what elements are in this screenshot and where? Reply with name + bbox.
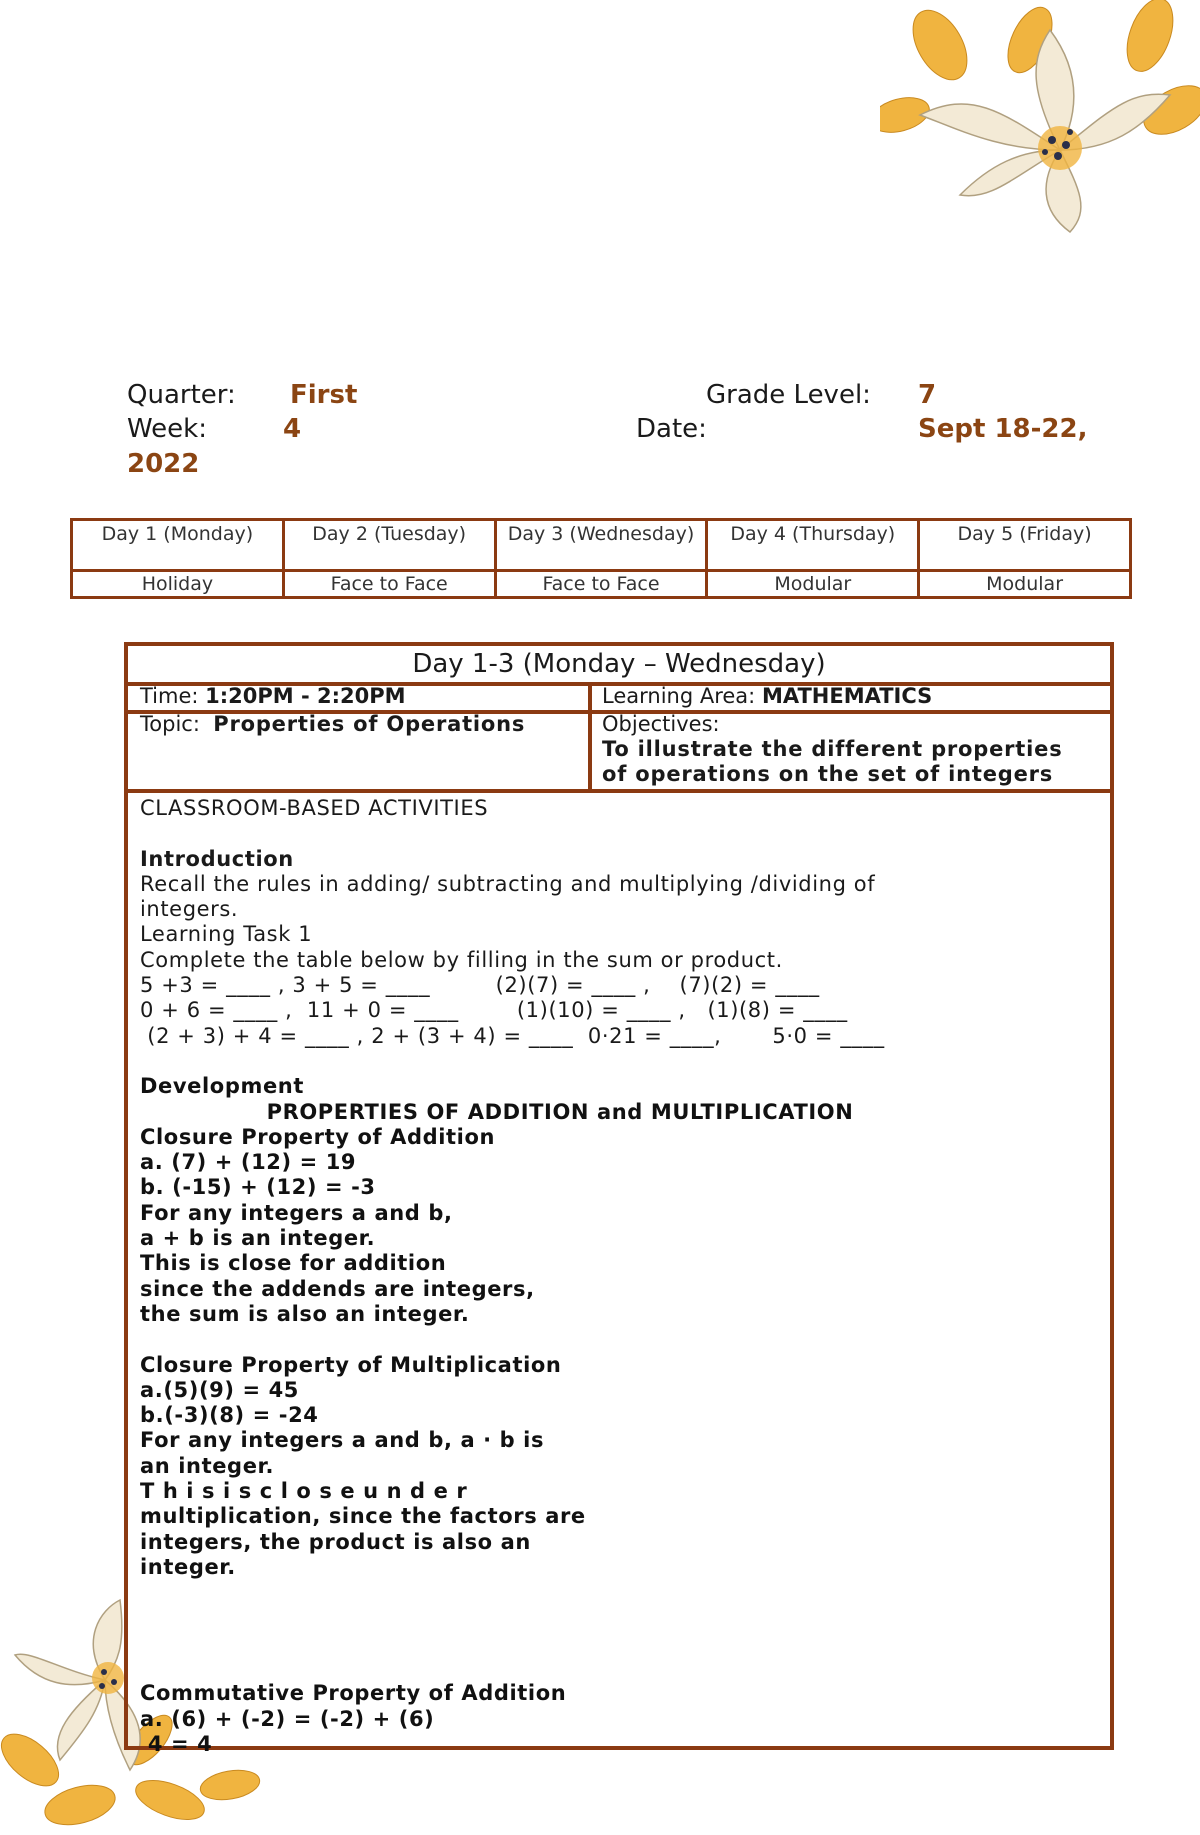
date-value: Sept 18-22, [918,414,1088,444]
content-line: Closure Property of Addition [140,1124,496,1149]
schedule-day: Day 4 (Thursday) [707,520,919,571]
content-line: For any integers a and b, [140,1200,453,1225]
content-line: Complete the table below by filling in the sum or product. [140,947,783,972]
content-line: T h i s i s c l o s e u n d e r [140,1479,468,1504]
content-line: Recall the rules in adding/ subtracting and multiplying /dividing of [140,871,876,896]
content-line: a. (6) + (-2) = (-2) + (6) [140,1706,435,1731]
quarter-value: First [290,380,358,410]
schedule-mode: Face to Face [495,571,707,598]
content-line: Commutative Property of Addition [140,1681,567,1706]
content-line: Introduction [140,846,294,871]
content-line: b. (-15) + (12) = -3 [140,1175,376,1200]
topic-objectives-row [128,710,1110,793]
schedule-day: Day 3 (Wednesday) [495,520,707,571]
topic-label: Topic: [140,712,200,736]
content-line: b.(-3)(8) = -24 [140,1403,319,1428]
lesson-plan-box [124,642,1114,1756]
blank-line [140,821,1100,846]
blank-line [140,1327,1100,1352]
date-label: Date: [636,414,707,444]
grade-level-label: Grade Level: [706,380,871,410]
weekly-schedule-table [70,518,1132,599]
week-label: Week: [127,414,207,444]
quarter-label: Quarter: [127,380,236,410]
blank-line [140,1656,1100,1681]
topic-value: Properties of Operations [213,712,526,736]
blank-line [140,1631,1100,1656]
flower-decoration-top-right [880,0,1200,235]
time-label: Time: [140,684,199,708]
content-line: Development [140,1074,304,1099]
lesson-content [140,796,1100,1757]
date-value-year: 2022 [127,449,200,479]
learning-area-value: MATHEMATICS [761,684,933,708]
content-line: integers, the product is also an [140,1529,531,1554]
week-value: 4 [283,414,302,444]
schedule-mode: Face to Face [283,571,495,598]
blank-line [140,1606,1100,1631]
content-line: CLASSROOM-BASED ACTIVITIES [140,796,489,820]
content-line: Learning Task 1 [140,922,313,947]
content-line: integers. [140,897,239,922]
objectives-label: Objectives: [602,712,720,736]
content-line: 0 + 6 = ____ , 11 + 0 = ____ (1)(10) = ____ , (1)(8) = ____ [140,998,848,1023]
schedule-day: Day 1 (Monday) [72,520,284,571]
content-line: integer. [140,1554,236,1579]
objectives-line: of operations on the set of integers [602,762,1054,786]
schedule-mode: Modular [919,571,1131,598]
time-value: 1:20PM - 2:20PM [205,684,406,708]
content-line: 5 +3 = ____ , 3 + 5 = ____ (2)(7) = ____ , (7)(2) = ____ [140,973,820,998]
content-line: an integer. [140,1453,275,1478]
blank-line [140,1580,1100,1605]
blank-line [140,1049,1100,1074]
content-line: since the addends are integers, [140,1276,535,1301]
content-line: 4 = 4 [140,1731,213,1756]
schedule-mode: Modular [707,571,919,598]
content-line: a. (7) + (12) = 19 [140,1150,357,1175]
content-line: the sum is also an integer. [140,1301,470,1326]
schedule-day: Day 5 (Friday) [919,520,1131,571]
content-line: multiplication, since the factors are [140,1504,586,1529]
column-divider [588,682,592,789]
content-line: a.(5)(9) = 45 [140,1377,300,1402]
content-line: This is close for addition [140,1251,447,1276]
content-line: For any integers a and b, a · b is [140,1428,545,1453]
learning-area-label: Learning Area: [602,684,756,708]
content-line: PROPERTIES OF ADDITION and MULTIPLICATION [140,1099,854,1124]
content-line: (2 + 3) + 4 = ____ , 2 + (3 + 4) = ____ 0·21 = ____, 5·0 = ____ [140,1023,885,1048]
schedule-mode: Holiday [72,571,284,598]
lesson-title: Day 1-3 (Monday – Wednesday) [128,646,1110,686]
content-line: Closure Property of Multiplication [140,1352,562,1377]
schedule-day: Day 2 (Tuesday) [283,520,495,571]
objectives-line: To illustrate the different properties [602,737,1063,761]
grade-level-value: 7 [918,380,937,410]
content-line: a + b is an integer. [140,1226,376,1251]
